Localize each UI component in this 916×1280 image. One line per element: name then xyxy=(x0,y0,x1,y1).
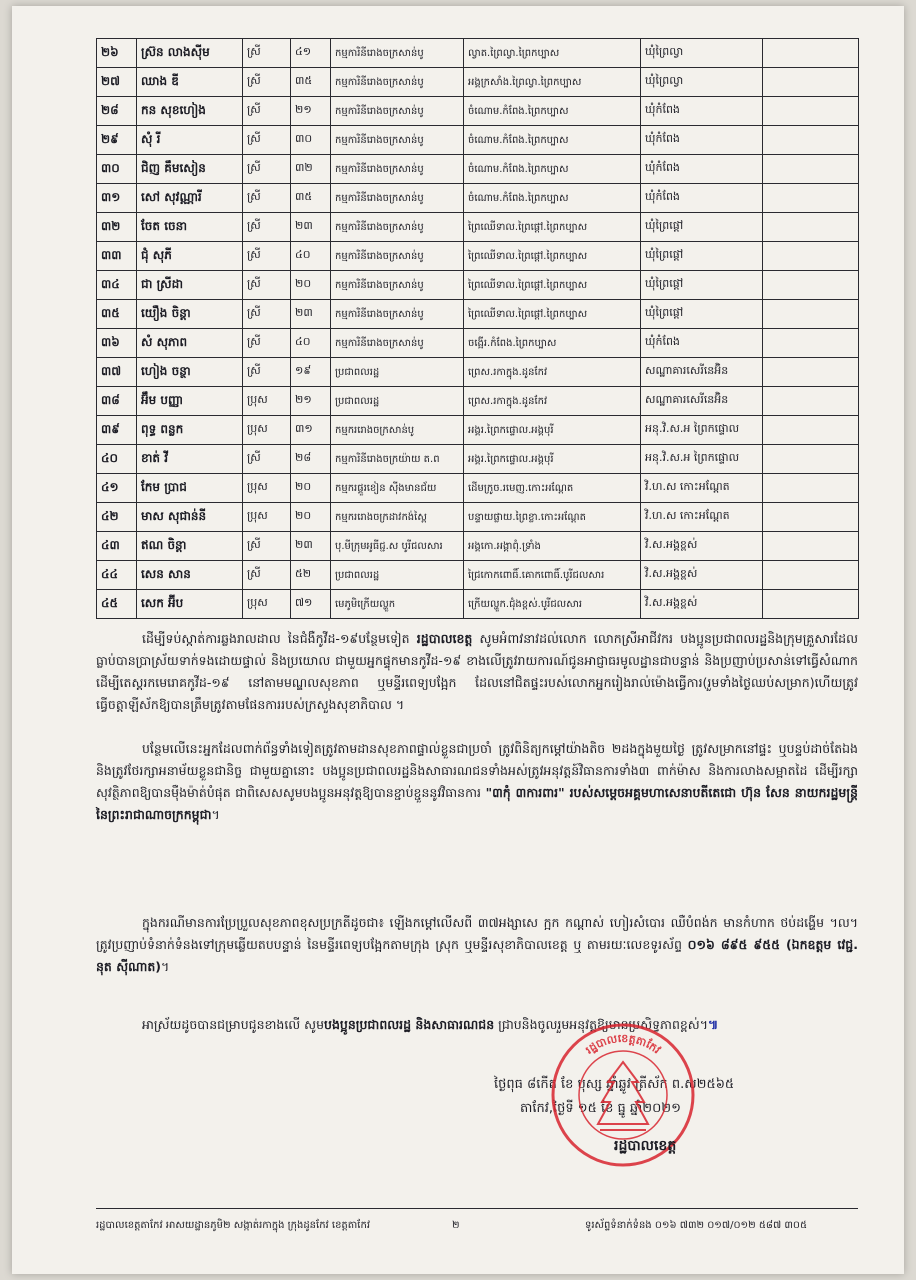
footer-divider xyxy=(96,1208,858,1209)
row-number-cell: ៣៨ xyxy=(97,387,137,416)
table-row xyxy=(97,242,859,271)
lunar-date: ថ្ងៃពុធ ៨កើត ខែ បុស្ស ឆ្នាំឆ្លូវ ត្រីស័ក ព.ស២៥៦៥ xyxy=(494,1077,735,1092)
age-cell: ៣១ xyxy=(291,416,331,445)
address-cell: ព្រៃឈើទាល.ព្រៃផ្ដៅ.ព្រៃកប្បាស xyxy=(464,242,641,271)
footer-address: រដ្ឋបាលខេត្តតាកែវ អាសយដ្ឋានភូមិ២ សង្កាត់រកាក្នុង ក្រុងដូនកែវ ខេត្តតាកែវ xyxy=(96,1220,370,1231)
age-cell: ២៨ xyxy=(291,445,331,474)
sex-cell: ស្រី xyxy=(243,532,291,561)
test-site-cell: ឃុំកំពែង xyxy=(641,329,763,358)
address-cell: អង្គក្រសាំង.ព្រៃល្វា.ព្រៃកប្បាស xyxy=(464,68,641,97)
person-name-cell: ចែត ចេនា xyxy=(137,213,243,242)
address-cell: ព្រេស.រកាក្នុង.ដូនកែវ xyxy=(464,358,641,387)
notes-cell xyxy=(763,503,859,532)
row-number-cell: ៤០ xyxy=(97,445,137,474)
test-site-cell: វិ.ស.អង្គខ្ពស់ xyxy=(641,590,763,619)
footer-phone: ទូរស័ព្ទទំនាក់ទំនង ០១៦ ៧៣២ ០១៧/០១២ ៥៨៧ ៣០៥ xyxy=(585,1220,808,1231)
sex-cell: ស្រី xyxy=(243,329,291,358)
age-cell: ៣២ xyxy=(291,155,331,184)
person-name-cell: ជា ស្រីដា xyxy=(137,271,243,300)
table-row xyxy=(97,474,859,503)
test-site-cell: ឃុំកំពែង xyxy=(641,126,763,155)
sex-cell: ស្រី xyxy=(243,97,291,126)
row-number-cell: ៣៦ xyxy=(97,329,137,358)
closing-mark: ៕ xyxy=(707,1017,719,1032)
table-row xyxy=(97,445,859,474)
test-site-cell: ឃុំព្រៃល្វា xyxy=(641,39,763,68)
seal-lettering: រដ្ឋបាលខេត្តតាកែវ xyxy=(582,1032,664,1057)
notes-cell xyxy=(763,329,859,358)
test-site-cell: ឃុំព្រៃផ្ដៅ xyxy=(641,242,763,271)
address-cell: ល្វាត.ព្រៃល្វា.ព្រៃកប្បាស xyxy=(464,39,641,68)
test-site-cell: ឃុំព្រៃផ្ដៅ xyxy=(641,271,763,300)
sex-cell: ស្រី xyxy=(243,358,291,387)
age-cell: ២៣ xyxy=(291,213,331,242)
age-cell: ៧១ xyxy=(291,590,331,619)
solar-date: តាកែវ,ថ្ងៃទី ១៥ ខែ ធ្នូ ឆ្នាំ២០២១ xyxy=(520,1101,681,1116)
occupation-cell: កម្មការិនីរោងចក្រសាន់បូ xyxy=(331,97,464,126)
age-cell: ៣៥ xyxy=(291,184,331,213)
person-name-cell: អ៊ឹម បញ្ញា xyxy=(137,387,243,416)
row-number-cell: ២៦ xyxy=(97,39,137,68)
address-cell: ចំណោម.កំពែង.ព្រៃកប្បាស xyxy=(464,126,641,155)
occupation-cell: កម្មការិនីរោងចក្រយ៉ាយ ត.ព xyxy=(331,445,464,474)
row-number-cell: ៣០ xyxy=(97,155,137,184)
address-cell: ចំណោម.កំពែង.ព្រៃកប្បាស xyxy=(464,97,641,126)
occupation-cell: កម្មការិនីរោងចក្រសាន់បូ xyxy=(331,126,464,155)
address-cell: ព្រៃឈើទាល.ព្រៃផ្ដៅ.ព្រៃកប្បាស xyxy=(464,271,641,300)
notes-cell xyxy=(763,97,859,126)
age-cell: ៤០ xyxy=(291,242,331,271)
notes-cell xyxy=(763,590,859,619)
paragraph-3: ក្នុងករណីមានការប្រែប្រួលសុខភាពខុសប្រក្រតីដូចជា៖ ឡើងកម្ដៅលើសពី ៣៧អង្សាសេ ក្អក កណ្ដាស់ ហៀរសំបោរ ឈឺបំពង់ក មានកំហាក ថប់ដង្ហើម ។ល។ ត្រូវប្រញាប់ទំនាក់ទំនងទៅក្រុមឆ្លើយតបបន្ទាន់ នៃមន្ទីរពេទ្យបង្អែកតាមក្រុង ស្រុក ឬមន្ទីរសុខាភិបាលខេត្ត ឬ តាមរយៈលេខទូរស័ព្ទ ០១៦ ៨៩៥ ៩៥៥ (ឯកឧត្ដម វេជ្ជ. នុត ស៊ីណាត)។ xyxy=(96,915,858,974)
row-number-cell: ២៧ xyxy=(97,68,137,97)
sex-cell: ស្រី xyxy=(243,242,291,271)
row-number-cell: ៣៩ xyxy=(97,416,137,445)
age-cell: ២១ xyxy=(291,387,331,416)
notes-cell xyxy=(763,416,859,445)
row-number-cell: ៣៥ xyxy=(97,300,137,329)
row-number-cell: ៤៥ xyxy=(97,590,137,619)
age-cell: ២១ xyxy=(291,97,331,126)
row-number-cell: ៣៤ xyxy=(97,271,137,300)
address-cell: អង្គកោ.អង្គាពុំ.ទ្រាំង xyxy=(464,532,641,561)
test-site-cell: វិ.ហ.ស កោះអណ្ដែត xyxy=(641,503,763,532)
test-site-cell: សណ្ឋាគារសេរីនេអ៊ិន xyxy=(641,358,763,387)
table-row xyxy=(97,532,859,561)
issuer-signature-line: រដ្ឋបាលខេត្ត xyxy=(614,1138,677,1154)
row-number-cell: ៤២ xyxy=(97,503,137,532)
sex-cell: ស្រី xyxy=(243,126,291,155)
occupation-cell: កម្មការិនីរោងចក្រសាន់បូ xyxy=(331,213,464,242)
table-row xyxy=(97,39,859,68)
table-row xyxy=(97,300,859,329)
table-row xyxy=(97,271,859,300)
table-row xyxy=(97,97,859,126)
notes-cell xyxy=(763,39,859,68)
person-name-cell: ស្រ៊ន លាងស៊ីម xyxy=(137,39,243,68)
notes-cell xyxy=(763,474,859,503)
test-site-cell: វិ.ស.អង្គខ្ពស់ xyxy=(641,561,763,590)
person-name-cell: សេក អ៊ីប xyxy=(137,590,243,619)
age-cell: ៥២ xyxy=(291,561,331,590)
test-site-cell: វិ.ស.អង្គខ្ពស់ xyxy=(641,532,763,561)
person-name-cell: សុំ រី xyxy=(137,126,243,155)
sex-cell: ប្រុស xyxy=(243,503,291,532)
notes-cell xyxy=(763,271,859,300)
notes-cell xyxy=(763,358,859,387)
address-cell: អង្គរ.ព្រៃកផ្ទោល.អង្គបុរី xyxy=(464,416,641,445)
table-row xyxy=(97,387,859,416)
age-cell: ២៣ xyxy=(291,532,331,561)
notes-cell xyxy=(763,155,859,184)
person-name-cell: ខាត់ វី xyxy=(137,445,243,474)
sex-cell: ប្រុស xyxy=(243,387,291,416)
person-name-cell: ជិញ គឹមសៀន xyxy=(137,155,243,184)
occupation-cell: កម្មកររោងចក្រដាវកង់ស្ពៃ xyxy=(331,503,464,532)
row-number-cell: ៣៧ xyxy=(97,358,137,387)
test-site-cell: សណ្ឋាគារសេរីនេអ៊ិន xyxy=(641,387,763,416)
address-cell: ចង្អើរ.កំពែង.ព្រៃកប្បាស xyxy=(464,329,641,358)
sex-cell: ស្រី xyxy=(243,184,291,213)
test-site-cell: ឃុំកំពែង xyxy=(641,184,763,213)
age-cell: ៤១ xyxy=(291,39,331,68)
notes-cell xyxy=(763,68,859,97)
occupation-cell: កម្មការិនីរោងចក្រសាន់បូ xyxy=(331,155,464,184)
test-site-cell: អនុ.វិ.ស.អ ព្រៃកផ្ទោល xyxy=(641,445,763,474)
person-name-cell: កែម ប្រាជ xyxy=(137,474,243,503)
age-cell: ២៣ xyxy=(291,300,331,329)
occupation-cell: បុ.មីក្រុមអូធីជ្ជ.ស បូរីជលសារ xyxy=(331,532,464,561)
sex-cell: ស្រី xyxy=(243,68,291,97)
age-cell: ១៩ xyxy=(291,358,331,387)
notes-cell xyxy=(763,242,859,271)
address-cell: អង្គរ.ព្រៃកផ្ទោល.អង្គបុរី xyxy=(464,445,641,474)
address-cell: ចំណោម.កំពែង.ព្រៃកប្បាស xyxy=(464,155,641,184)
row-number-cell: ៤១ xyxy=(97,474,137,503)
address-cell: ជ្រៃកោកពោធិ៍.គោកពោធិ៍.បូរីជលសារ xyxy=(464,561,641,590)
table-row xyxy=(97,329,859,358)
person-name-cell: ហៀង ចន្ថា xyxy=(137,358,243,387)
test-site-cell: ឃុំកំពែង xyxy=(641,155,763,184)
table-row xyxy=(97,184,859,213)
page-number: ២ xyxy=(452,1220,460,1231)
person-name-cell: កន សុខហៀង xyxy=(137,97,243,126)
patient-table xyxy=(96,38,859,619)
notes-cell xyxy=(763,532,859,561)
row-number-cell: ៣៣ xyxy=(97,242,137,271)
age-cell: ២០ xyxy=(291,474,331,503)
row-number-cell: ៣២ xyxy=(97,213,137,242)
sex-cell: ស្រី xyxy=(243,300,291,329)
occupation-cell: កម្មការិនីរោងចក្រសាន់បូ xyxy=(331,300,464,329)
person-name-cell: ឈាង ឌី xyxy=(137,68,243,97)
age-cell: ២០ xyxy=(291,503,331,532)
person-name-cell: សំ សុភាព xyxy=(137,329,243,358)
test-site-cell: ឃុំព្រៃផ្ដៅ xyxy=(641,213,763,242)
table-row xyxy=(97,126,859,155)
person-name-cell: សេន សាន xyxy=(137,561,243,590)
occupation-cell: កម្មការិនីរោងចក្រសាន់បូ xyxy=(331,271,464,300)
address-cell: ក្រើយល្ហួក.ជុំងខ្ពស់.បូរីជលសារ xyxy=(464,590,641,619)
address-cell: ដើមក្រូច.រមេញ.កោះអណ្ដែត xyxy=(464,474,641,503)
test-site-cell: វិ.ហ.ស កោះអណ្ដែត xyxy=(641,474,763,503)
sex-cell: ប្រុស xyxy=(243,590,291,619)
address-cell: ព្រៃឈើទាល.ព្រៃផ្ដៅ.ព្រៃកប្បាស xyxy=(464,300,641,329)
row-number-cell: ៣១ xyxy=(97,184,137,213)
address-cell: ព្រៃឈើទាល.ព្រៃផ្ដៅ.ព្រៃកប្បាស xyxy=(464,213,641,242)
person-name-cell: ពុទ្ធ ពន្លក xyxy=(137,416,243,445)
occupation-cell: មេភូមិក្រើយល្ហួក xyxy=(331,590,464,619)
svg-text:រដ្ឋបាលខេត្តតាកែវ xyxy=(583,1032,663,1057)
notes-cell xyxy=(763,561,859,590)
notes-cell xyxy=(763,184,859,213)
table-row xyxy=(97,416,859,445)
person-name-cell: ឥណ ចិន្ដា xyxy=(137,532,243,561)
address-cell: ព្រេស.រកាក្នុង.ដូនកែវ xyxy=(464,387,641,416)
occupation-cell: ប្រជាពលរដ្ឋ xyxy=(331,561,464,590)
test-site-cell: ឃុំកំពែង xyxy=(641,97,763,126)
sex-cell: ស្រី xyxy=(243,155,291,184)
table-row xyxy=(97,358,859,387)
sex-cell: ប្រុស xyxy=(243,474,291,503)
paragraph-4: អាស្រ័យដូចបានជម្រាបជូនខាងលើ សូមបងប្អូនប្រជាពលរដ្ឋ និងសាធារណជន ជ្រាបនិងចូលរួមអនុវត្តឱ្យមានប្រសិទ្ធភាពខ្ពស់។៕ xyxy=(142,1017,719,1032)
row-number-cell: ២៨ xyxy=(97,97,137,126)
table-row xyxy=(97,561,859,590)
person-name-cell: សៅ សុវណ្ណារី xyxy=(137,184,243,213)
person-name-cell: មាស សុជាន់នី xyxy=(137,503,243,532)
row-number-cell: ៤៤ xyxy=(97,561,137,590)
notes-cell xyxy=(763,126,859,155)
table-row xyxy=(97,68,859,97)
age-cell: ៤០ xyxy=(291,329,331,358)
occupation-cell: ប្រជាពលរដ្ឋ xyxy=(331,358,464,387)
occupation-cell: កម្មការិនីរោងចក្រសាន់បូ xyxy=(331,242,464,271)
sex-cell: ស្រី xyxy=(243,213,291,242)
occupation-cell: កម្មការិនីរោងចក្រសាន់បូ xyxy=(331,329,464,358)
age-cell: ៣០ xyxy=(291,126,331,155)
occupation-cell: កម្មការិនីរោងចក្រសាន់បូ xyxy=(331,39,464,68)
table-row xyxy=(97,213,859,242)
sex-cell: ប្រុស xyxy=(243,416,291,445)
address-cell: បន្ទាយផ្លាយ.ព្រៃខ្លា.កោះអណ្ដែត xyxy=(464,503,641,532)
sex-cell: ស្រី xyxy=(243,445,291,474)
paragraph-1: ដើម្បីទប់ស្កាត់ការឆ្លងរាលដាល នៃជំងឺកូវីដ-១៩បន្ថែមទៀត រដ្ឋបាលខេត្ត សូមអំពាវនាវដល់លោក លោកស្រីអាជីវករ បងប្អូនប្រជាពលរដ្ឋនិងក្រុមគ្រួសារដែលធ្លាប់បានប្រាស្រ័យទាក់ទងដោយផ្ទាល់ និងប្រយោល ជាមួយអ្នកផ្ទុកមានកូវីដ-១៩ ខាងលើត្រូវរាយការណ៍ជូនអាជ្ញាធរមូលដ្ឋានជាបន្ទាន់ និងប្រញាប់ប្រសាន់ទៅធ្វើសំណាក ដើម្បីតេស្តរកមេរោគកូវីដ-១៩ នៅតាមមណ្ឌលសុខភាព ឬមន្ទីរពេទ្យបង្អែក ដែលនៅជិតផ្ទះរបស់លោកអ្នករៀងរាល់ម៉ោងធ្វើការ(រួមទាំងថ្ងៃឈប់សម្រាក)ហើយត្រូវធ្វើចត្តាឡីស័កឱ្យបានត្រឹមត្រូវតាមផែនការរបស់ក្រសួងសុខាភិបាល ។ xyxy=(96,631,858,712)
table-row xyxy=(97,503,859,532)
table-row xyxy=(97,590,859,619)
test-site-cell: ឃុំព្រៃផ្ដៅ xyxy=(641,300,763,329)
occupation-cell: កម្មកររោងចក្រសាន់បូ xyxy=(331,416,464,445)
person-name-cell: ជុំ សុភី xyxy=(137,242,243,271)
notes-cell xyxy=(763,213,859,242)
row-number-cell: ៤៣ xyxy=(97,532,137,561)
sex-cell: ស្រី xyxy=(243,39,291,68)
sex-cell: ស្រី xyxy=(243,271,291,300)
test-site-cell: ឃុំព្រៃល្វា xyxy=(641,68,763,97)
age-cell: ៣៥ xyxy=(291,68,331,97)
paragraph-2: បន្ថែមលើនេះអ្នកដែលពាក់ព័ន្ធទាំងទៀតត្រូវតាមដានសុខភាពផ្ទាល់ខ្លួនជាប្រចាំ ត្រូវពិនិត្យកម្ដៅយ៉ាងតិច ២ដងក្នុងមួយថ្ងៃ ត្រូវសម្រាកនៅផ្ទះ ឬបន្ទប់ដាច់តែឯង និងត្រូវថែរក្សាអនាម័យខ្លួនជានិច្ច ជាមួយគ្នានោះ បងប្អូនប្រជាពលរដ្ឋនិងសាធារណជនទាំងអស់ត្រូវអនុវត្តន៍វិធានការទាំង៣ ពាក់ម៉ាស និងការលាងសម្អាតដៃ ដើម្បីរក្សាសុវត្ថិភាពឱ្យបានម៉ឺងម៉ាត់បំផុត ជាពិសេសសូមបងប្អូនអនុវត្តឱ្យបានខ្ជាប់ខ្ជួននូវវិធានការ "៣កុំ ៣ការពារ" របស់សម្ដេចអគ្គមហាសេនាបតីតេជោ ហ៊ុន សែន នាយករដ្ឋមន្ត្រី នៃព្រះរាជាណាចក្រកម្ពុជា។ xyxy=(96,741,858,822)
occupation-cell: កម្មករផ្គួរខៀន ស៊ីងមានជ័យ xyxy=(331,474,464,503)
person-name-cell: យឿង ចិន្ដា xyxy=(137,300,243,329)
notes-cell xyxy=(763,387,859,416)
sex-cell: ស្រី xyxy=(243,561,291,590)
occupation-cell: កម្មការិនីរោងចក្រសាន់បូ xyxy=(331,68,464,97)
age-cell: ២០ xyxy=(291,271,331,300)
occupation-cell: កម្មការិនីរោងចក្រសាន់បូ xyxy=(331,184,464,213)
notes-cell xyxy=(763,300,859,329)
table-row xyxy=(97,155,859,184)
occupation-cell: ប្រជាពលរដ្ឋ xyxy=(331,387,464,416)
row-number-cell: ២៩ xyxy=(97,126,137,155)
address-cell: ចំណោម.កំពែង.ព្រៃកប្បាស xyxy=(464,184,641,213)
notes-cell xyxy=(763,445,859,474)
test-site-cell: អនុ.វិ.ស.អ ព្រៃកផ្ទោល xyxy=(641,416,763,445)
